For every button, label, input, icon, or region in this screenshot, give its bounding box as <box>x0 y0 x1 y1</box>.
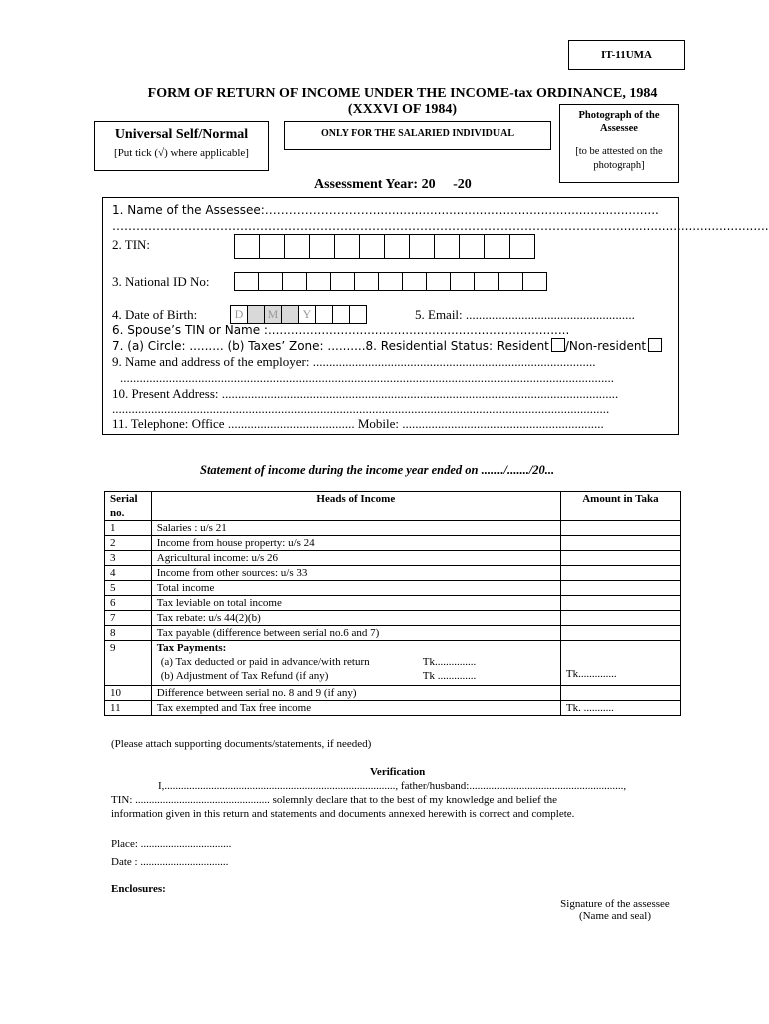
photograph-note: [to be attested on the photograph] <box>575 146 663 171</box>
table-row <box>105 536 681 551</box>
dob-year-box[interactable] <box>349 305 367 324</box>
serial-header: Serial no. <box>105 492 152 521</box>
head-cell: Tax exempted and Tax free income <box>151 701 560 716</box>
dob-year-box[interactable]: Y <box>298 305 316 324</box>
amount-cell[interactable]: Tk. ........... <box>560 701 680 716</box>
head-cell: Tax rebate: u/s 44(2)(b) <box>151 611 560 626</box>
national-id-boxes[interactable] <box>234 272 546 291</box>
dob-year-box[interactable] <box>315 305 333 324</box>
dob-boxes[interactable] <box>230 305 366 324</box>
serial-cell: 9 <box>105 641 152 686</box>
serial-cell: 7 <box>105 611 152 626</box>
amount-cell[interactable] <box>560 551 680 566</box>
assessment-year: Assessment Year: 20 -20 <box>314 177 472 192</box>
serial-cell: 4 <box>105 566 152 581</box>
assessee-name-continuation[interactable]: ………………………………………………………………………………………………………………........................................ <box>112 219 769 233</box>
table-header-row <box>105 492 681 521</box>
serial-cell: 5 <box>105 581 152 596</box>
serial-cell: 2 <box>105 536 152 551</box>
table-row <box>105 596 681 611</box>
amount-header: Amount in Taka <box>560 492 680 521</box>
head-cell: Tax payable (difference between serial no.6 and 7) <box>151 626 560 641</box>
enclosures-label: Enclosures: <box>111 883 166 895</box>
attach-note: (Please attach supporting documents/statements, if needed) <box>111 738 372 750</box>
dob-day-box[interactable] <box>247 305 265 324</box>
national-id-label: 3. National ID No: <box>112 274 210 289</box>
statement-heading: Statement of income during the income year ended on ......./......./20... <box>200 463 555 477</box>
head-cell: Income from other sources: u/s 33 <box>151 566 560 581</box>
tax-payments-row <box>105 641 681 686</box>
email-field[interactable]: 5. Email: .................................................... <box>415 307 635 322</box>
table-row <box>105 521 681 536</box>
table-row <box>105 701 681 716</box>
amount-cell[interactable] <box>560 596 680 611</box>
amount-cell[interactable]: Tk.............. <box>560 641 680 686</box>
amount-cell[interactable] <box>560 686 680 701</box>
photograph-heading: Photograph of the Assessee <box>578 110 660 134</box>
amount-cell[interactable] <box>560 611 680 626</box>
tax-payment-a-label: (a) Tax deducted or paid in advance/with return <box>160 656 370 668</box>
serial-cell: 6 <box>105 596 152 611</box>
tin-label: 2. TIN: <box>112 237 151 252</box>
universal-heading: Universal Self/Normal <box>114 127 249 142</box>
head-cell: Salaries : u/s 21 <box>151 521 560 536</box>
serial-cell: 11 <box>105 701 152 716</box>
tax-payment-a <box>157 655 555 669</box>
amount-cell[interactable] <box>560 566 680 581</box>
universal-self-normal-box <box>94 121 269 171</box>
amount-cell[interactable] <box>560 536 680 551</box>
table-row <box>105 611 681 626</box>
verification-line3: information given in this return and statements and documents annexed herewith is correct and complete. <box>111 808 575 820</box>
spouse-tin-field[interactable]: 6. Spouse’s TIN or Name :............................................................................... <box>112 323 570 337</box>
tin-boxes[interactable] <box>234 234 534 257</box>
place-field[interactable]: Place: ................................. <box>111 838 232 850</box>
form-code-badge: IT-11UMA <box>568 40 685 70</box>
circle-zone-residential-text[interactable]: 7. (a) Circle: ......... (b) Taxes’ Zone: ..........8. Residential Status: Resident <box>112 339 549 353</box>
present-address-field[interactable]: 10. Present Address: .......................................................................................................................... <box>112 386 619 401</box>
serial-cell: 3 <box>105 551 152 566</box>
verification-line1[interactable]: I,...................................................................................., father/husband:........................................................, <box>158 780 627 792</box>
signature-seal-note: (Name and seal) <box>578 910 652 922</box>
table-row <box>105 551 681 566</box>
verification-heading: Verification <box>370 766 426 778</box>
resident-checkbox[interactable] <box>551 338 565 352</box>
non-resident-checkbox[interactable] <box>648 338 662 352</box>
photograph-box <box>559 104 679 183</box>
head-cell: Tax leviable on total income <box>151 596 560 611</box>
universal-tick-note: [Put tick (√) where applicable] <box>114 147 249 159</box>
amount-cell[interactable] <box>560 626 680 641</box>
tax-payment-b <box>157 669 555 683</box>
salaried-individual-box: ONLY FOR THE SALARIED INDIVIDUAL <box>284 121 551 150</box>
head-cell: Difference between serial no. 8 and 9 (if any) <box>151 686 560 701</box>
signature-label: Signature of the assessee <box>560 898 670 910</box>
circle-zone-residential-row <box>112 338 672 353</box>
dob-label: 4. Date of Birth: <box>112 307 198 322</box>
head-cell: Total income <box>151 581 560 596</box>
amount-cell[interactable] <box>560 521 680 536</box>
non-resident-label: /Non-resident <box>564 339 647 353</box>
dob-month-box[interactable] <box>281 305 299 324</box>
verification-line2: TIN: ................................................. solemnly declare that to the best of my knowledge and belief the <box>111 794 558 806</box>
employer-continuation[interactable]: ........................................................................................................................................................ <box>120 370 614 385</box>
dob-day-box[interactable]: D <box>230 305 248 324</box>
table-row <box>105 686 681 701</box>
serial-cell: 1 <box>105 521 152 536</box>
table-row <box>105 566 681 581</box>
telephone-field[interactable]: 11. Telephone: Office ....................................... Mobile: .............................................................. <box>112 416 604 431</box>
serial-cell: 10 <box>105 686 152 701</box>
dob-month-box[interactable]: M <box>264 305 282 324</box>
form-title-line1: FORM OF RETURN OF INCOME UNDER THE INCOME-tax ORDINANCE, 1984 <box>147 86 658 101</box>
heads-header: Heads of Income <box>151 492 560 521</box>
tax-payments-title: Tax Payments: <box>156 642 227 654</box>
tax-payment-b-label: (b) Adjustment of Tax Refund (if any) <box>160 670 329 682</box>
dob-year-box[interactable] <box>332 305 350 324</box>
table-row <box>105 626 681 641</box>
date-field[interactable]: Date : ................................ <box>111 856 229 868</box>
amount-cell[interactable] <box>560 581 680 596</box>
head-cell: Agricultural income: u/s 26 <box>151 551 560 566</box>
tax-payment-a-amount[interactable]: Tk............... <box>422 656 477 668</box>
serial-cell: 8 <box>105 626 152 641</box>
signature-block <box>540 898 690 922</box>
table-row <box>105 581 681 596</box>
present-address-continuation[interactable]: ......................................................................................................................................................... <box>112 401 610 416</box>
income-table <box>104 491 681 716</box>
employer-field[interactable]: 9. Name and address of the employer: ....................................................................................... <box>112 354 596 369</box>
tax-payment-b-amount[interactable]: Tk .............. <box>422 670 477 682</box>
assessee-name-field[interactable]: 1. Name of the Assessee:………………………........................................................................... <box>112 203 659 217</box>
head-cell: Income from house property: u/s 24 <box>151 536 560 551</box>
tax-payments-cell <box>151 641 560 686</box>
form-title-line2: (XXXVI OF 1984) <box>347 102 458 117</box>
